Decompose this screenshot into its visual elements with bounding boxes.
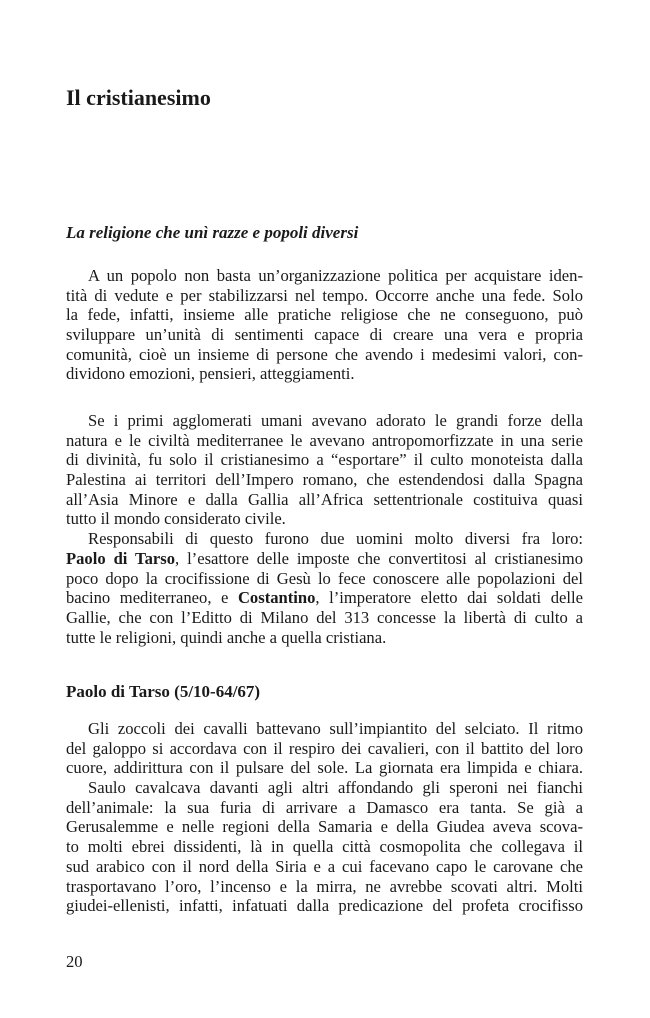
text-line: di divinità, fu solo il cristianesimo a “esportare” il culto monoteista dalla — [66, 450, 583, 470]
text-segment: bacino mediterraneo, e — [66, 588, 238, 608]
text-line: poco dopo la crocifissione di Gesù lo fece conoscere alle popolazioni del — [66, 568, 583, 588]
text-line: sviluppare un’unità di sentimenti capace di creare una vera e propria — [66, 325, 583, 345]
text-line: all’Asia Minore e dalla Gallia all’Africa settentrionale costituiva quasi — [66, 489, 583, 509]
text-line — [66, 588, 583, 608]
text-line: tutte le religioni, quindi anche a quella cristiana. — [66, 627, 387, 647]
text-line: Palestina ai territori dell’Impero romano, che estendendosi dalla Spagna — [66, 470, 583, 490]
text-line: Responsabili di questo furono due uomini molto diversi fra loro: — [88, 529, 583, 549]
text-line: dell’animale: la sua furia di arrivare a Damasco era tanta. Se già a — [66, 797, 583, 817]
text-line: to molti ebrei dissidenti, là in quella città cosmopolita che collegava il — [66, 837, 583, 857]
text-line: tutto il mondo considerato civile. — [66, 509, 286, 529]
bold-name: Paolo di Tarso — [66, 548, 175, 568]
paragraph-paolo-di-tarso — [66, 719, 583, 916]
text-line: cuore, addirittura con il pulsare del sole. La giornata era limpida e chiara. — [66, 758, 583, 778]
text-line — [66, 549, 583, 569]
text-segment: , l’esattore delle imposte che convertitosi al cristianesimo — [175, 548, 583, 568]
text-line: trasportavano l’oro, l’incenso e la mirra, ne avrebbe scovati altri. Molti — [66, 876, 583, 896]
bold-name: Costantino — [237, 588, 316, 608]
text-line: del galoppo si accordava con il respiro dei cavalieri, con il battito del loro — [66, 738, 583, 758]
subsection-title: Paolo di Tarso (5/10-64/67) — [66, 682, 261, 701]
text-line: la fede, infatti, insieme alle pratiche religiose che ne conseguono, può — [66, 305, 583, 325]
text-line: Gallie, che con l’Editto di Milano del 313 concesse la libertà di culto a — [66, 607, 583, 627]
text-line: sud arabico con il nord della Siria e a cui facevano capo le carovane che — [66, 856, 583, 876]
text-line: Se i primi agglomerati umani avevano adorato le grandi forze della — [88, 411, 583, 430]
text-line: Gli zoccoli dei cavalli battevano sull’impiantito del selciato. Il ritmo — [88, 719, 583, 738]
text-line: dividono emozioni, pensieri, atteggiamenti. — [66, 364, 355, 384]
paragraph-christianity-spread — [66, 411, 583, 647]
text-line: tità di vedute e per stabilizzarsi nel tempo. Occorre anche una fede. Solo — [66, 285, 583, 305]
paragraph-intro — [66, 266, 583, 384]
page-number: 20 — [66, 952, 83, 971]
section-title: La religione che unì razze e popoli diversi — [66, 223, 359, 242]
text-line: A un popolo non basta un’organizzazione politica per acquistare iden- — [88, 266, 583, 285]
text-segment: , l’imperatore eletto dai soldati delle — [315, 588, 583, 608]
text-line: giudei-ellenisti, infatti, infatuati dalla predicazione del profeta crocifisso — [66, 896, 583, 916]
text-line: Saulo cavalcava davanti agli altri affondando gli speroni nei fianchi — [88, 778, 583, 798]
text-line: comunità, cioè un insieme di persone che avendo i medesimi valori, con- — [66, 344, 583, 364]
chapter-title: Il cristianesimo — [66, 85, 211, 110]
text-line: natura e le civiltà mediterranee le avevano antropomorfizzate in una serie — [66, 430, 583, 450]
text-line: Gerusalemme e nelle regioni della Samaria e della Giudea aveva scova- — [66, 817, 583, 837]
